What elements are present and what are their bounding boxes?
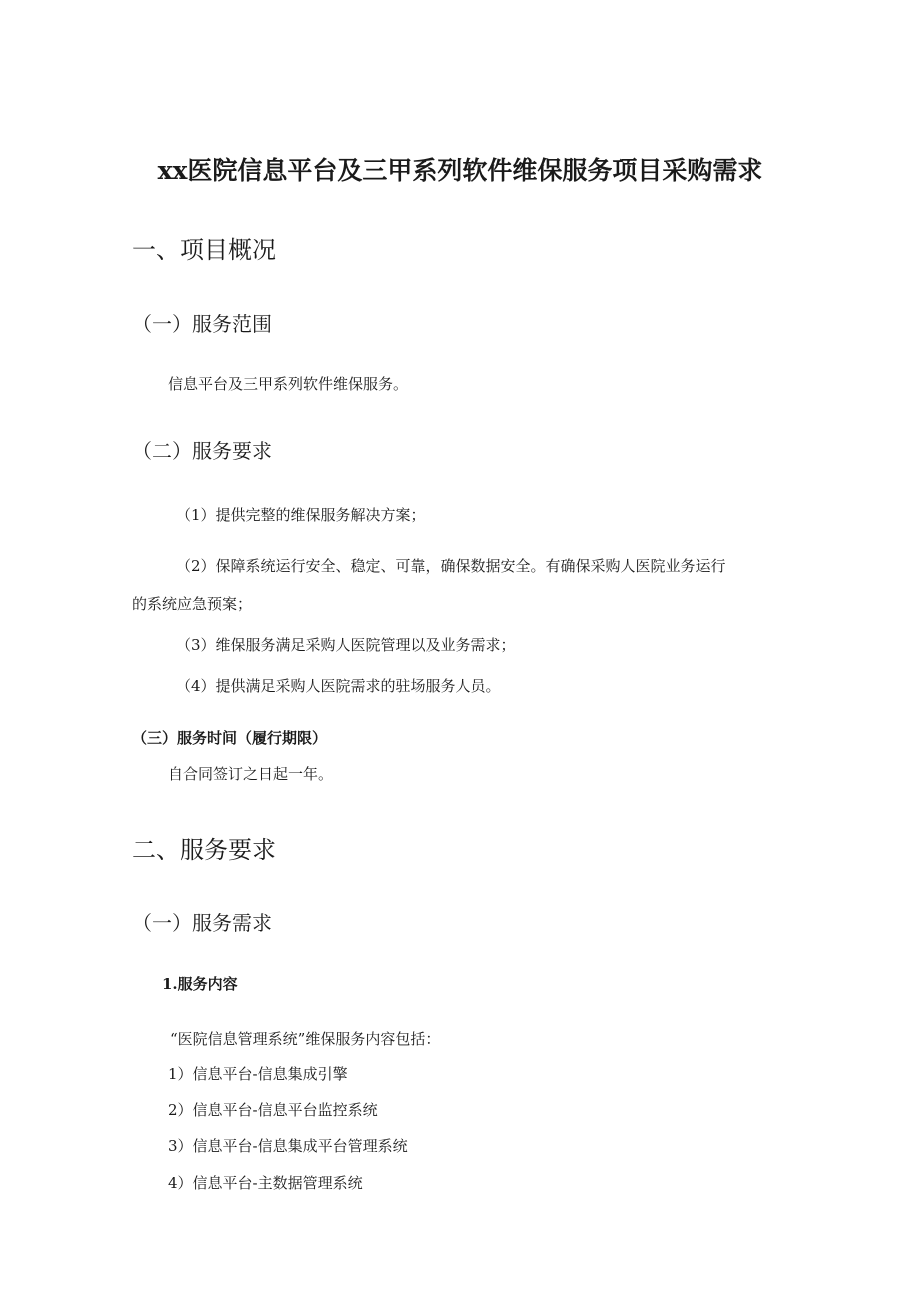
- service-content-item-3: 3）信息平台-信息集成平台管理系统: [168, 1137, 408, 1155]
- service-content-item-1: 1）信息平台-信息集成引擎: [168, 1065, 348, 1083]
- subsection-heading-service-time: （三）服务时间（履行期限）: [132, 729, 328, 747]
- service-content-heading: 1.服务内容: [162, 975, 238, 993]
- service-time-text: 自合同签订之日起一年。: [168, 765, 334, 783]
- scope-text: 信息平台及三甲系列软件维保服务。: [168, 375, 409, 393]
- subsection-heading-service-needs: （一）服务需求: [132, 911, 272, 935]
- section-heading-overview: 一、项目概况: [132, 236, 276, 264]
- service-content-item-4: 4）信息平台-主数据管理系统: [168, 1174, 363, 1192]
- service-content-intro: “医院信息管理系统”维保服务内容包括：: [170, 1030, 441, 1048]
- requirement-item-2-continued: 的系统应急预案；: [132, 595, 253, 613]
- requirement-item-2: （2）保障系统运行安全、稳定、可靠，确保数据安全。有确保采购人医院业务运行: [176, 557, 726, 575]
- document-title: xx医院信息平台及三甲系列软件维保服务项目采购需求: [157, 156, 763, 185]
- requirement-item-3: （3）维保服务满足采购人医院管理以及业务需求；: [176, 636, 516, 654]
- service-content-item-2: 2）信息平台-信息平台监控系统: [168, 1101, 378, 1119]
- section-heading-service-requirements: 二、服务要求: [132, 836, 276, 864]
- subsection-heading-requirements: （二）服务要求: [132, 439, 272, 463]
- requirement-item-1: （1）提供完整的维保服务解决方案；: [176, 506, 426, 524]
- requirement-item-4: （4）提供满足采购人医院需求的驻场服务人员。: [176, 677, 501, 695]
- subsection-heading-scope: （一）服务范围: [132, 312, 272, 336]
